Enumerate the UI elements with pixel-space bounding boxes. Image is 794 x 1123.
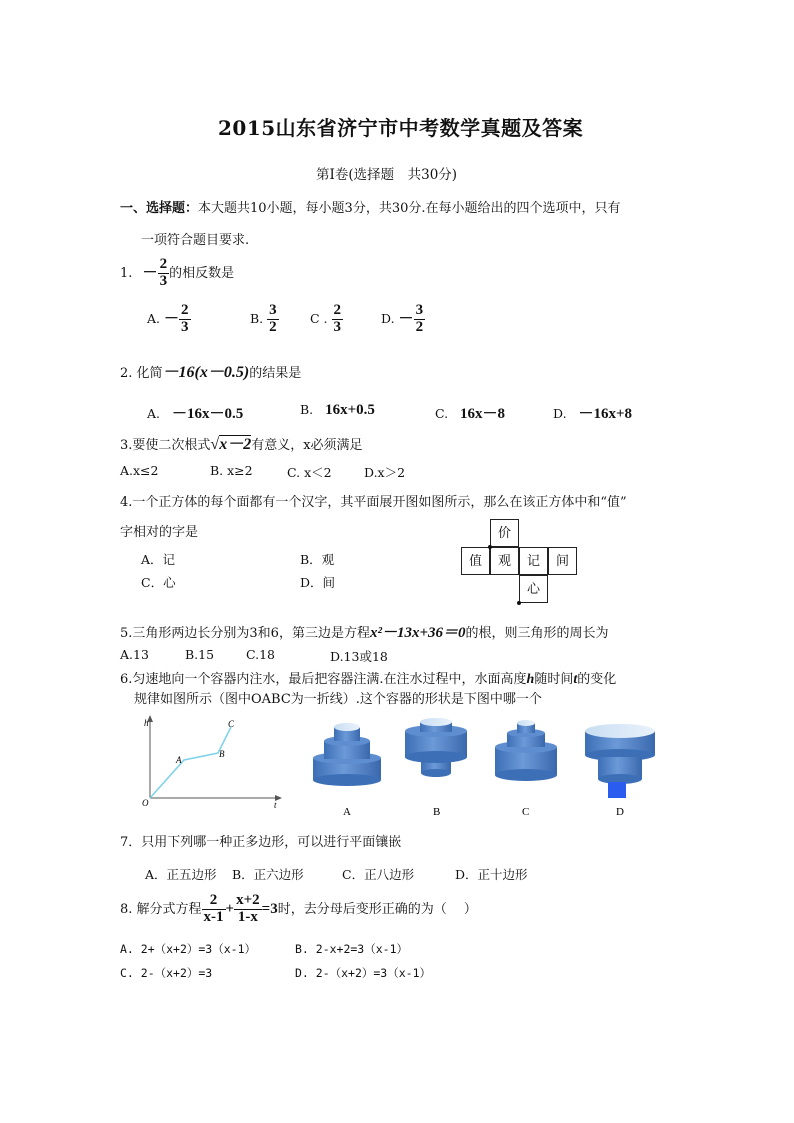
net-cell-1: 值 [461, 547, 490, 575]
graph-axis-y-label: h [144, 718, 149, 728]
q4-option-c[interactable]: C．心 [141, 575, 176, 590]
container-options [305, 715, 675, 820]
q7-option-c[interactable]: C．正八边形 [342, 867, 415, 882]
container-a-label: A [343, 806, 351, 818]
question-7-stem: 7．只用下列哪一种正多边形，可以进行平面镶嵌 [120, 835, 402, 850]
cube-net-diagram [461, 519, 581, 609]
intro-line-2: 一项符合题目要求. [141, 233, 250, 248]
q5-option-d[interactable]: D.13或18 [330, 649, 388, 664]
net-dot-1 [488, 545, 492, 549]
q1-fraction: $\frac{2}{3}$ [159, 256, 168, 289]
q5-option-c[interactable]: C.18 [246, 647, 275, 662]
question-4-line-1: 4.一个正方体的每个面都有一个汉字，其平面展开图如图所示，那么在该正方体中和“值” [120, 495, 627, 510]
q7-option-d[interactable]: D．正十边形 [455, 867, 528, 882]
q5-equation: x²－13x+36＝0 [369, 625, 466, 641]
question-6-line-2: 规律如图所示（图中OABC为一折线）.这个容器的形状是下图中哪一个 [134, 692, 542, 707]
q8-option-b[interactable]: B. 2-x+2=3（x-1） [295, 942, 409, 956]
q2-option-b[interactable]: B. 16x+0.5 [300, 402, 375, 418]
q3-suffix: 有意义，x必须满足 [251, 438, 363, 453]
question-5-stem [120, 621, 609, 642]
question-3-stem [120, 431, 363, 454]
net-cell-2: 观 [490, 547, 519, 575]
q1-option-b[interactable]: B. $\frac{3}{2}$ [250, 302, 277, 335]
water-level-graph [136, 713, 286, 813]
q5-prefix: 5.三角形两边长分别为3和6，第三边是方程 [120, 626, 370, 641]
q8-prefix: 8. 解分式方程 [120, 901, 202, 917]
graph-point-a-label: A [176, 755, 182, 765]
q5-option-a[interactable]: A.13 [120, 647, 149, 662]
container-b[interactable] [405, 718, 467, 777]
q3-prefix: 3.要使二次根式 [120, 438, 211, 453]
q3-option-d[interactable]: D.x＞2 [364, 465, 406, 480]
q3-option-c[interactable]: C. x＜2 [287, 465, 332, 480]
question-8-stem: 8. 解分式方程 $\frac{2}{x-1}$ + $\frac{x+2}{1-x}$ =3时，去分母后变形正确的为（ ） [120, 892, 477, 925]
q2-option-d[interactable]: D. －16x+8 [553, 406, 633, 422]
net-cell-top: 价 [490, 519, 519, 547]
q8-option-c[interactable]: C. 2-（x+2）=3 [120, 966, 213, 980]
q5-suffix: 的根，则三角形的周长为 [465, 626, 609, 641]
graph-point-c-label: C [228, 719, 235, 729]
q8-option-d[interactable]: D. 2-（x+2）=3（x-1） [295, 966, 432, 980]
q4-option-d[interactable]: D．间 [300, 575, 336, 590]
q3-option-b[interactable]: B. x≥2 [210, 463, 253, 478]
container-a[interactable] [313, 723, 381, 786]
net-cell-3: 记 [519, 547, 548, 575]
section-header-text: 第Ⅰ卷(选择题 共30分) [316, 167, 458, 183]
q2-expression: －16(x－0.5) [162, 364, 250, 381]
question-1-stem [120, 257, 234, 290]
container-c-label: C [522, 806, 530, 818]
container-d[interactable] [585, 724, 655, 798]
q8-option-a[interactable]: A. 2+（x+2）=3（x-1） [120, 942, 257, 956]
net-cell-bottom: 心 [519, 575, 548, 603]
container-c[interactable] [495, 720, 557, 781]
q8-fraction-2: $\frac{x+2}{1-x}$ [236, 892, 260, 925]
q1-option-a[interactable]: A. － $\frac{2}{3}$ [147, 302, 189, 335]
net-dot-2 [517, 601, 521, 605]
q1-stem-text: 的相反数是 [169, 265, 235, 281]
q5-option-b[interactable]: B.15 [185, 647, 215, 662]
section-header [316, 163, 457, 183]
container-d-label: D [616, 806, 624, 818]
intro-label: 一、选择题： [120, 201, 199, 216]
question-4-line-2: 字相对的字是 [120, 525, 199, 540]
net-cell-4: 间 [548, 547, 577, 575]
q2-option-a[interactable]: A. －16x－0.5 [147, 406, 244, 422]
graph-point-b-label: B [219, 749, 225, 759]
q7-option-a[interactable]: A．正五边形 [145, 867, 217, 882]
question-2-stem [120, 359, 301, 382]
q7-option-b[interactable]: B．正六边形 [232, 867, 304, 882]
q3-radical: √x－2 [210, 436, 252, 453]
q1-number: 1. [120, 265, 133, 281]
q2-option-c[interactable]: C. 16x－8 [435, 406, 506, 422]
graph-origin-label: O [142, 798, 149, 808]
question-6-line-1: 6.匀速地向一个容器内注水，最后把容器注满.在注水过程中，水面高度h随时间t的变化 [120, 672, 617, 687]
page-title: 2015山东省济宁市中考数学真题及答案 [218, 116, 584, 140]
intro-text-1: 本大题共10小题，每小题3分，共30分.在每小题给出的四个选项中，只有 [198, 201, 621, 216]
q2-prefix: 2. 化简 [120, 366, 163, 381]
q2-suffix: 的结果是 [249, 366, 302, 381]
container-b-label: B [433, 806, 441, 818]
graph-axis-x-label: t [274, 800, 277, 810]
q4-option-b[interactable]: B．观 [300, 552, 335, 567]
intro-line-1 [120, 197, 621, 216]
q3-option-a[interactable]: A.x≤2 [120, 463, 159, 478]
q1-option-d[interactable]: D. － $\frac{3}{2}$ [381, 302, 424, 335]
q1-sign: － [142, 264, 158, 281]
q4-option-a[interactable]: A．记 [141, 552, 176, 567]
q1-option-c[interactable]: C . $\frac{2}{3}$ [310, 302, 341, 335]
q8-fraction-1: $\frac{2}{x-1}$ [203, 892, 224, 925]
q8-suffix: 时，去分母后变形正确的为（ ） [277, 901, 477, 917]
